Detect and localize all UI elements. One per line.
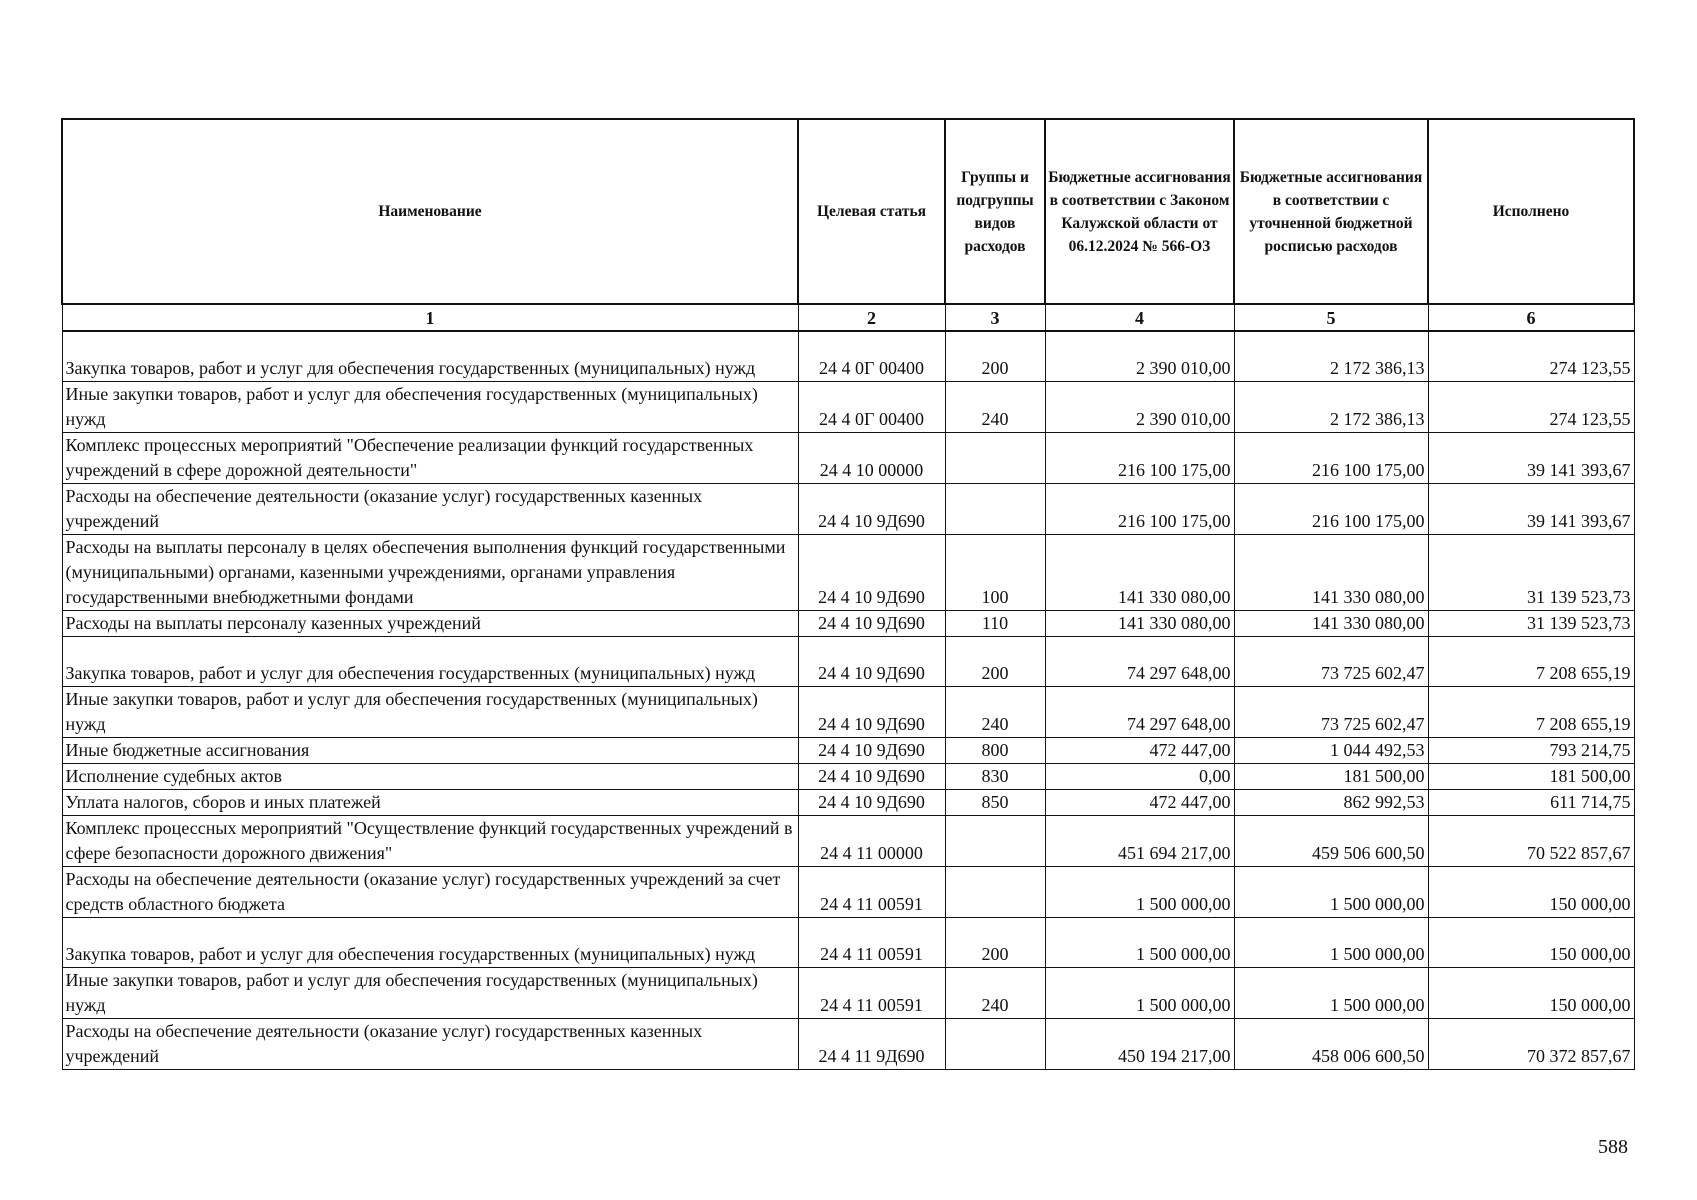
table-row <box>62 636 1634 686</box>
row-target-article: 24 4 10 9Д690 <box>798 789 945 815</box>
row-expense-group <box>945 483 1045 534</box>
row-expense-group: 830 <box>945 763 1045 789</box>
column-number: 2 <box>798 304 945 331</box>
table-row <box>62 917 1634 967</box>
table-row <box>62 866 1634 917</box>
row-law-amount: 1 500 000,00 <box>1045 967 1234 1018</box>
row-executed-amount: 39 141 393,67 <box>1428 483 1634 534</box>
header-executed: Исполнено <box>1428 119 1634 304</box>
row-target-article: 24 4 10 9Д690 <box>798 763 945 789</box>
row-revised-amount: 216 100 175,00 <box>1234 432 1428 483</box>
header-expense-groups: Группы и подгруппы видов расходов <box>945 119 1045 304</box>
row-revised-amount: 1 044 492,53 <box>1234 737 1428 763</box>
row-law-amount: 451 694 217,00 <box>1045 815 1234 866</box>
row-law-amount: 2 390 010,00 <box>1045 331 1234 381</box>
row-executed-amount: 611 714,75 <box>1428 789 1634 815</box>
table-row <box>62 432 1634 483</box>
table-row <box>62 610 1634 636</box>
row-name: Иные закупки товаров, работ и услуг для обеспечения государственных (муниципальных) нужд <box>62 686 798 737</box>
row-executed-amount: 7 208 655,19 <box>1428 686 1634 737</box>
row-executed-amount: 150 000,00 <box>1428 967 1634 1018</box>
row-name: Комплекс процессных мероприятий "Осуществление функций государственных учреждений в сфере безопасности дорожного движения" <box>62 815 798 866</box>
row-name: Иные закупки товаров, работ и услуг для обеспечения государственных (муниципальных) нужд <box>62 381 798 432</box>
row-revised-amount: 1 500 000,00 <box>1234 866 1428 917</box>
row-target-article: 24 4 0Г 00400 <box>798 331 945 381</box>
column-number-row <box>62 304 1634 331</box>
row-law-amount: 472 447,00 <box>1045 789 1234 815</box>
row-revised-amount: 1 500 000,00 <box>1234 967 1428 1018</box>
row-expense-group <box>945 815 1045 866</box>
row-target-article: 24 4 10 9Д690 <box>798 483 945 534</box>
row-executed-amount: 274 123,55 <box>1428 331 1634 381</box>
row-expense-group: 100 <box>945 534 1045 610</box>
budget-table <box>61 118 1635 1070</box>
header-revised-allocations: Бюджетные ассигнования в соответствии с уточненной бюджетной росписью расходов <box>1234 119 1428 304</box>
row-executed-amount: 150 000,00 <box>1428 866 1634 917</box>
row-target-article: 24 4 11 00000 <box>798 815 945 866</box>
row-revised-amount: 73 725 602,47 <box>1234 636 1428 686</box>
row-expense-group <box>945 432 1045 483</box>
row-law-amount: 472 447,00 <box>1045 737 1234 763</box>
row-executed-amount: 7 208 655,19 <box>1428 636 1634 686</box>
table-body <box>62 331 1634 1069</box>
row-expense-group: 240 <box>945 967 1045 1018</box>
row-target-article: 24 4 10 00000 <box>798 432 945 483</box>
row-target-article: 24 4 0Г 00400 <box>798 381 945 432</box>
row-revised-amount: 862 992,53 <box>1234 789 1428 815</box>
row-executed-amount: 181 500,00 <box>1428 763 1634 789</box>
row-expense-group: 200 <box>945 917 1045 967</box>
row-expense-group <box>945 1018 1045 1069</box>
row-revised-amount: 459 506 600,50 <box>1234 815 1428 866</box>
row-revised-amount: 458 006 600,50 <box>1234 1018 1428 1069</box>
row-law-amount: 74 297 648,00 <box>1045 636 1234 686</box>
row-executed-amount: 70 372 857,67 <box>1428 1018 1634 1069</box>
column-number: 4 <box>1045 304 1234 331</box>
column-number: 5 <box>1234 304 1428 331</box>
row-executed-amount: 793 214,75 <box>1428 737 1634 763</box>
row-name: Комплекс процессных мероприятий "Обеспечение реализации функций государственных учреждений в сфере дорожной деятельности" <box>62 432 798 483</box>
table-row <box>62 381 1634 432</box>
row-expense-group: 850 <box>945 789 1045 815</box>
row-expense-group: 240 <box>945 686 1045 737</box>
row-revised-amount: 141 330 080,00 <box>1234 534 1428 610</box>
table-row <box>62 737 1634 763</box>
header-target-article: Целевая статья <box>798 119 945 304</box>
row-name: Уплата налогов, сборов и иных платежей <box>62 789 798 815</box>
row-executed-amount: 70 522 857,67 <box>1428 815 1634 866</box>
row-expense-group: 240 <box>945 381 1045 432</box>
row-law-amount: 141 330 080,00 <box>1045 610 1234 636</box>
row-target-article: 24 4 10 9Д690 <box>798 737 945 763</box>
row-target-article: 24 4 11 00591 <box>798 917 945 967</box>
row-target-article: 24 4 10 9Д690 <box>798 636 945 686</box>
row-name: Расходы на выплаты персоналу казенных учреждений <box>62 610 798 636</box>
row-executed-amount: 274 123,55 <box>1428 381 1634 432</box>
table-row <box>62 483 1634 534</box>
table-row <box>62 331 1634 381</box>
row-expense-group <box>945 866 1045 917</box>
row-expense-group: 200 <box>945 636 1045 686</box>
row-target-article: 24 4 10 9Д690 <box>798 686 945 737</box>
row-name: Закупка товаров, работ и услуг для обеспечения государственных (муниципальных) нужд <box>62 636 798 686</box>
row-name: Иные закупки товаров, работ и услуг для обеспечения государственных (муниципальных) нужд <box>62 967 798 1018</box>
table-row <box>62 789 1634 815</box>
header-row <box>62 119 1634 304</box>
row-name: Расходы на обеспечение деятельности (оказание услуг) государственных казенных учреждений <box>62 1018 798 1069</box>
row-revised-amount: 2 172 386,13 <box>1234 331 1428 381</box>
table-row <box>62 534 1634 610</box>
row-law-amount: 1 500 000,00 <box>1045 917 1234 967</box>
row-revised-amount: 141 330 080,00 <box>1234 610 1428 636</box>
row-name: Расходы на обеспечение деятельности (оказание услуг) государственных учреждений за счет средств областного бюджета <box>62 866 798 917</box>
row-executed-amount: 150 000,00 <box>1428 917 1634 967</box>
table-row <box>62 763 1634 789</box>
row-target-article: 24 4 11 9Д690 <box>798 1018 945 1069</box>
table-row <box>62 1018 1634 1069</box>
column-number: 1 <box>62 304 798 331</box>
table-row <box>62 815 1634 866</box>
row-name: Расходы на выплаты персоналу в целях обеспечения выполнения функций государственными (муниципальными) органами, казенными учреждениями, органами управления государственными внебюджетными фондами <box>62 534 798 610</box>
row-law-amount: 0,00 <box>1045 763 1234 789</box>
row-expense-group: 800 <box>945 737 1045 763</box>
page-number: 588 <box>1598 1136 1628 1158</box>
row-executed-amount: 39 141 393,67 <box>1428 432 1634 483</box>
header-law-allocations: Бюджетные ассигнования в соответствии с Законом Калужской области от 06.12.2024 № 566-ОЗ <box>1045 119 1234 304</box>
header-name: Наименование <box>62 119 798 304</box>
row-law-amount: 216 100 175,00 <box>1045 483 1234 534</box>
row-name: Закупка товаров, работ и услуг для обеспечения государственных (муниципальных) нужд <box>62 917 798 967</box>
row-target-article: 24 4 10 9Д690 <box>798 534 945 610</box>
row-law-amount: 74 297 648,00 <box>1045 686 1234 737</box>
row-revised-amount: 216 100 175,00 <box>1234 483 1428 534</box>
row-revised-amount: 2 172 386,13 <box>1234 381 1428 432</box>
row-name: Исполнение судебных актов <box>62 763 798 789</box>
row-target-article: 24 4 11 00591 <box>798 866 945 917</box>
row-name: Закупка товаров, работ и услуг для обеспечения государственных (муниципальных) нужд <box>62 331 798 381</box>
row-law-amount: 141 330 080,00 <box>1045 534 1234 610</box>
column-number: 3 <box>945 304 1045 331</box>
row-law-amount: 2 390 010,00 <box>1045 381 1234 432</box>
row-executed-amount: 31 139 523,73 <box>1428 534 1634 610</box>
row-law-amount: 450 194 217,00 <box>1045 1018 1234 1069</box>
column-number: 6 <box>1428 304 1634 331</box>
row-revised-amount: 73 725 602,47 <box>1234 686 1428 737</box>
row-name: Иные бюджетные ассигнования <box>62 737 798 763</box>
row-revised-amount: 1 500 000,00 <box>1234 917 1428 967</box>
table-row <box>62 686 1634 737</box>
row-revised-amount: 181 500,00 <box>1234 763 1428 789</box>
row-law-amount: 1 500 000,00 <box>1045 866 1234 917</box>
row-executed-amount: 31 139 523,73 <box>1428 610 1634 636</box>
row-target-article: 24 4 11 00591 <box>798 967 945 1018</box>
row-expense-group: 200 <box>945 331 1045 381</box>
row-expense-group: 110 <box>945 610 1045 636</box>
row-name: Расходы на обеспечение деятельности (оказание услуг) государственных казенных учреждений <box>62 483 798 534</box>
row-law-amount: 216 100 175,00 <box>1045 432 1234 483</box>
row-target-article: 24 4 10 9Д690 <box>798 610 945 636</box>
table-row <box>62 967 1634 1018</box>
